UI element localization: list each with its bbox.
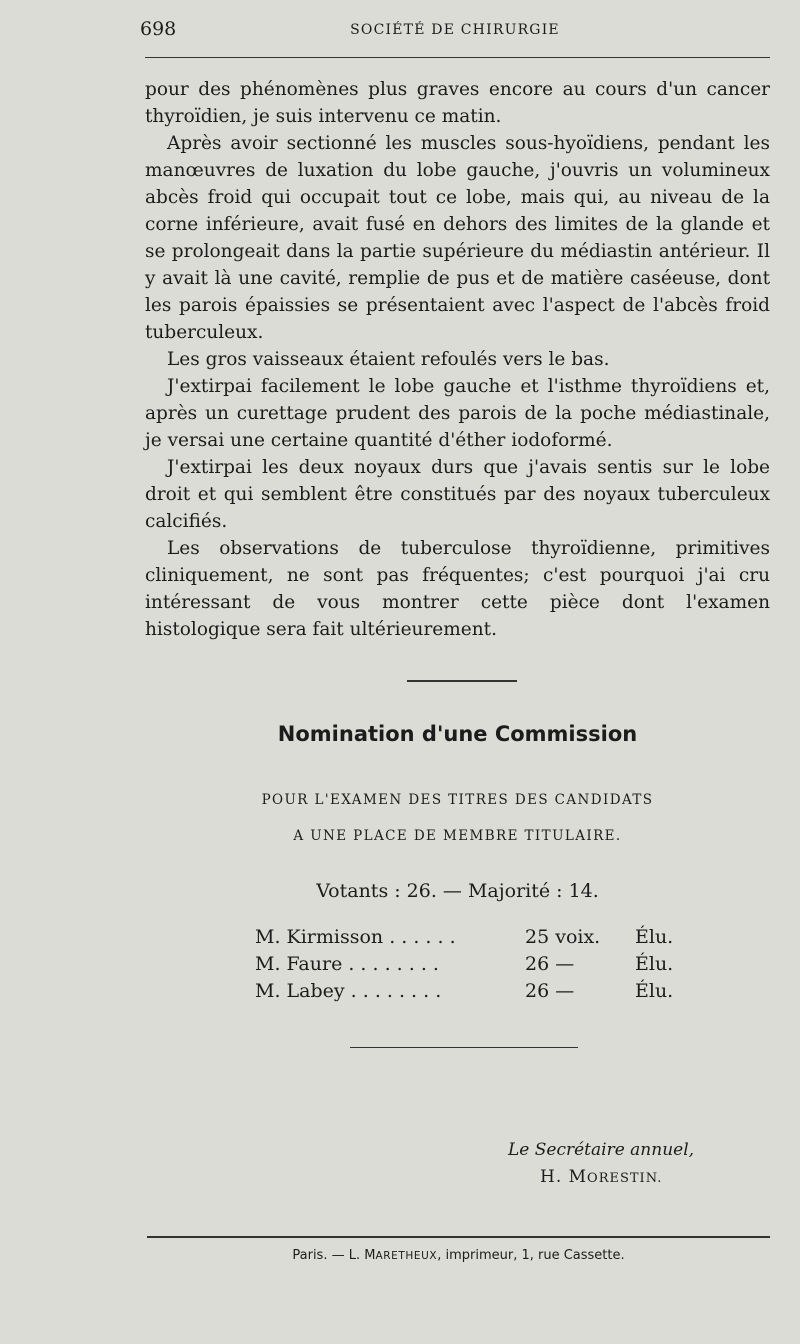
- candidate-status: Élu.: [635, 980, 674, 1002]
- paragraph-2: Après avoir sectionné les muscles sous-hyoïdiens, pendant les manœuvres de luxation du lobe gauche, j'ouvris un volumineux abcès froid qui occupait tout ce lobe, mais qui, au niveau de la corne inférieure, avait fusé en dehors des limites de la glande et se prolongeait dans la partie supérieure du médiastin antérieur. Il y avait là une cavité, remplie de pus et de matière caséeuse, dont les parois épaissies se présentaient avec l'aspect de l'abcès froid tuberculeux.: [145, 133, 770, 343]
- page-number: 698: [140, 18, 177, 40]
- signature-surname: ORESTIN.: [587, 1171, 663, 1186]
- results-divider: [350, 1047, 578, 1048]
- candidate-status: Élu.: [635, 926, 674, 948]
- paragraph-5: J'extirpai les deux noyaux durs que j'avais sentis sur le lobe droit et qui semblent être constitués par des noyaux tuberculeux calcifiés.: [145, 457, 770, 532]
- imprint-prefix: Paris. — L. M: [292, 1248, 376, 1263]
- result-row: [255, 926, 695, 953]
- result-row: [255, 953, 695, 980]
- candidate-name: M. Labey . . . . . . . .: [255, 980, 442, 1002]
- body-text: [145, 76, 770, 643]
- imprint-suffix: , imprimeur, 1, rue Cassette.: [437, 1248, 625, 1263]
- section-title: Nomination d'une Commission: [277, 722, 638, 746]
- signature-initial: H. M: [540, 1167, 588, 1187]
- page-header: [140, 18, 770, 46]
- candidate-votes: 25 voix.: [525, 926, 601, 948]
- footer-rule: [147, 1236, 770, 1238]
- vote-summary: Votants : 26. — Majorité : 14.: [316, 880, 599, 902]
- paragraph-4: J'extirpai facilement le lobe gauche et l'isthme thyroïdiens et, après un curettage prudent des parois de la poche médiastinale, je versai une certaine quantité d'éther iodoformé.: [145, 376, 770, 451]
- running-title: SOCIÉTÉ DE CHIRURGIE: [350, 22, 560, 38]
- candidate-name: M. Faure . . . . . . . .: [255, 953, 439, 975]
- section-divider: [407, 680, 517, 682]
- signature-name: [540, 1167, 662, 1187]
- section-subtitle-line1: POUR L'EXAMEN DES TITRES DES CANDIDATS: [261, 792, 654, 808]
- result-row: [255, 980, 695, 1007]
- header-rule: [145, 57, 770, 58]
- paragraph-6: Les observations de tuberculose thyroïdienne, primitives cliniquement, ne sont pas fréquentes; c'est pourquoi j'ai cru intéressant de vous montrer cette pièce dont l'examen histologique sera fait ultérieurement.: [145, 538, 770, 640]
- paragraph-3: Les gros vaisseaux étaient refoulés vers le bas.: [167, 349, 610, 370]
- candidate-votes: 26 —: [525, 980, 575, 1002]
- imprint-printer: ARETHEUX: [375, 1250, 438, 1262]
- section-subtitle-line2: A UNE PLACE DE MEMBRE TITULAIRE.: [293, 828, 622, 844]
- election-results: [255, 926, 695, 1007]
- printer-imprint: [147, 1248, 770, 1263]
- signature-role: Le Secrétaire annuel,: [508, 1140, 695, 1160]
- candidate-votes: 26 —: [525, 953, 575, 975]
- candidate-status: Élu.: [635, 953, 674, 975]
- candidate-name: M. Kirmisson . . . . . .: [255, 926, 456, 948]
- paragraph-1: pour des phénomènes plus graves encore au cours d'un cancer thyroïdien, je suis intervenu ce matin.: [145, 79, 770, 127]
